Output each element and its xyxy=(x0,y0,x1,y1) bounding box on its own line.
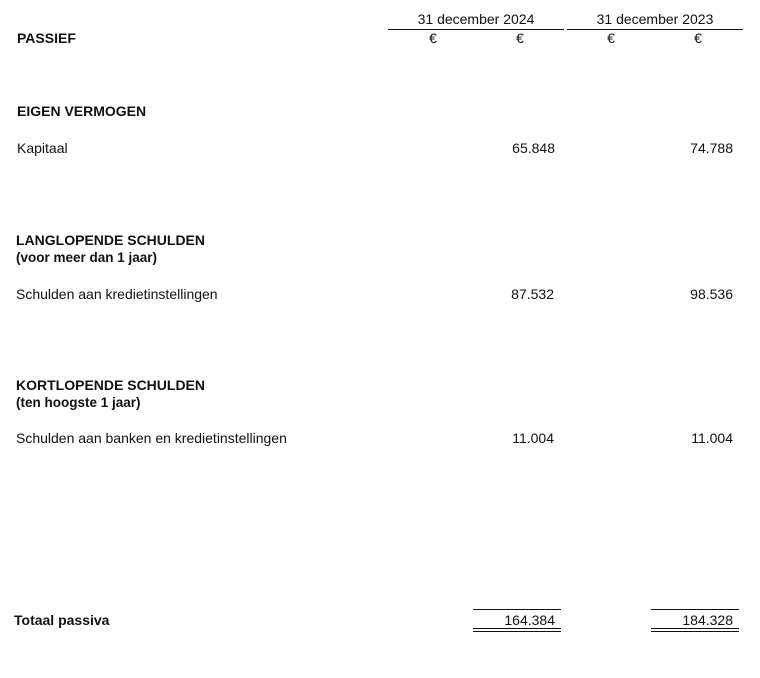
section-heading-eigen-vermogen: EIGEN VERMOGEN xyxy=(17,103,147,119)
row-value-2024: 11.004 xyxy=(512,430,554,446)
section-subheading: (ten hoogste 1 jaar) xyxy=(16,395,141,410)
row-value-2023: 74.788 xyxy=(690,140,733,156)
column-header-2024: 31 december 2024 xyxy=(417,11,535,27)
currency-symbol: € xyxy=(694,30,702,46)
total-label: Totaal passiva xyxy=(14,612,110,628)
total-top-rule-2024 xyxy=(473,609,561,610)
total-double-rule-2024 xyxy=(473,628,561,629)
row-value-2023: 98.536 xyxy=(690,286,733,302)
section-heading-langlopende-schulden: LANGLOPENDE SCHULDEN xyxy=(16,232,206,248)
column-header-rule-2023 xyxy=(567,29,743,30)
total-top-rule-2023 xyxy=(651,609,739,610)
row-value-2023: 11.004 xyxy=(691,430,733,446)
column-header-2023: 31 december 2023 xyxy=(596,11,714,27)
row-value-2024: 65.848 xyxy=(512,140,555,156)
page-title: PASSIEF xyxy=(17,30,76,46)
total-double-rule-2023 xyxy=(651,631,739,632)
currency-symbol: € xyxy=(516,30,524,46)
total-value-2024: 164.384 xyxy=(504,612,555,628)
row-label-schulden-kredietinstellingen: Schulden aan kredietinstellingen xyxy=(16,286,218,302)
row-value-2024: 87.532 xyxy=(511,286,554,302)
total-value-2023: 184.328 xyxy=(682,612,733,628)
currency-symbol: € xyxy=(429,30,437,46)
total-double-rule-2024 xyxy=(473,631,561,632)
total-double-rule-2023 xyxy=(651,628,739,629)
section-subheading: (voor meer dan 1 jaar) xyxy=(16,250,158,265)
section-heading-kortlopende-schulden: KORTLOPENDE SCHULDEN xyxy=(16,377,206,393)
column-header-rule-2024 xyxy=(388,29,564,30)
row-label-schulden-banken: Schulden aan banken en kredietinstellingen xyxy=(16,430,287,446)
currency-symbol: € xyxy=(607,30,615,46)
row-label-kapitaal: Kapitaal xyxy=(17,140,68,156)
